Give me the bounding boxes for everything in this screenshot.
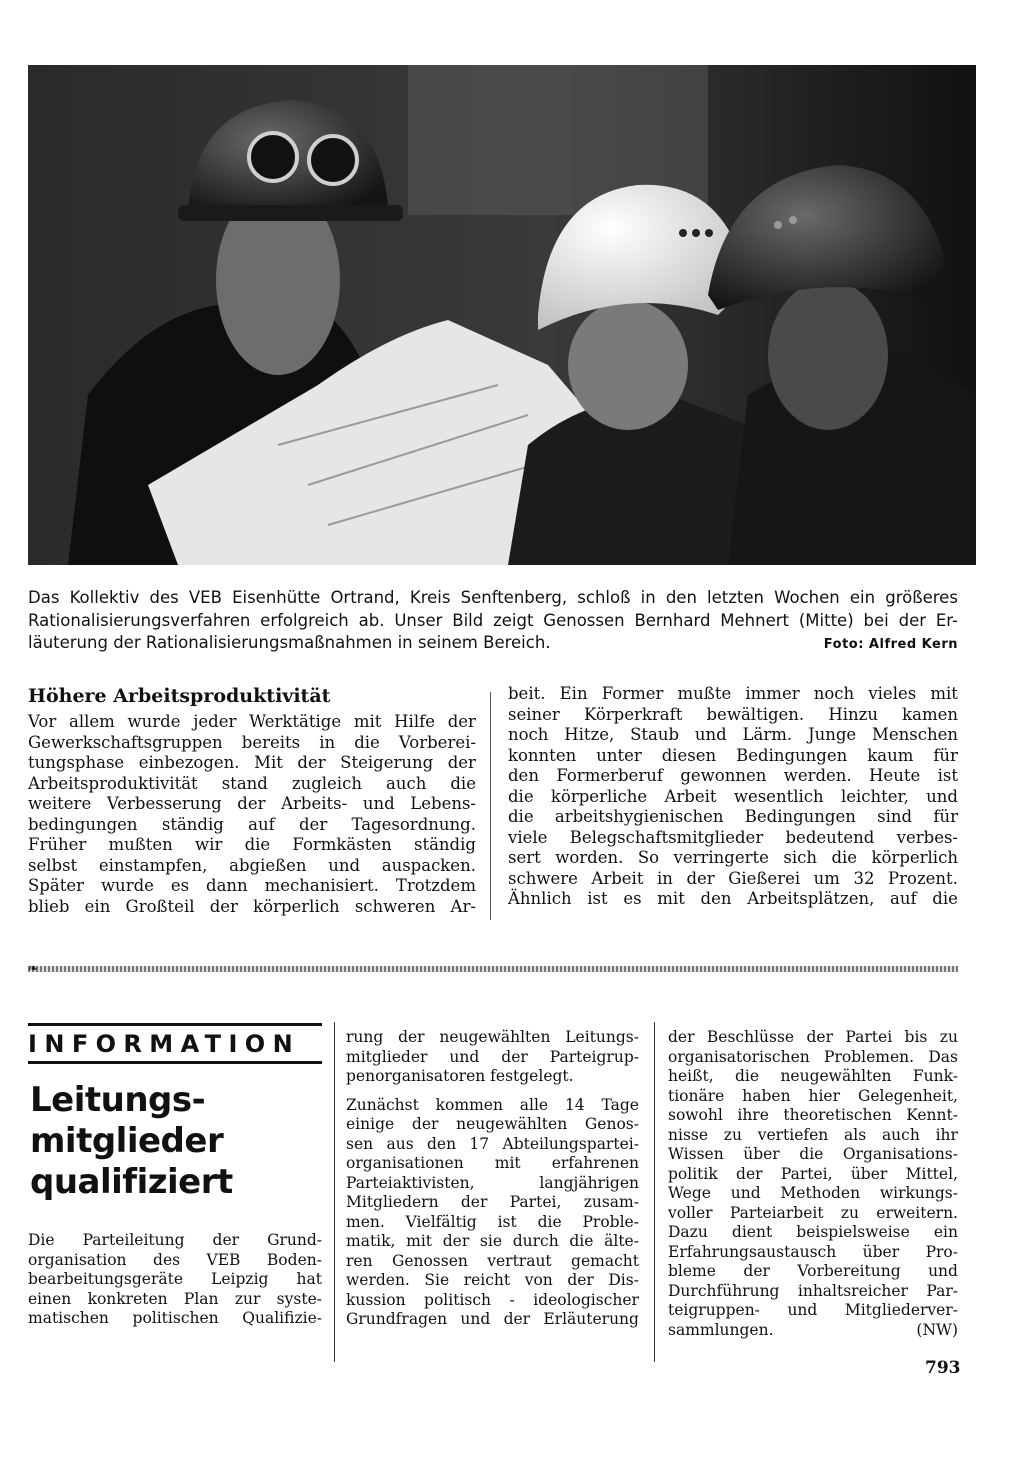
caption-last-row bbox=[28, 632, 958, 657]
text-line: selbst einstampfen, abgießen und auspacken. bbox=[28, 855, 476, 875]
text-line: sert worden. So verringerte sich die körperlich bbox=[508, 848, 958, 867]
caption-line: läuterung der Rationalisierungsmaßnahmen in seinem Bereich. bbox=[28, 633, 551, 652]
text-line: voller Parteiarbeit zu erweitern. bbox=[668, 1203, 958, 1222]
text-line: penorganisatoren festgelegt. bbox=[346, 1067, 574, 1085]
text-line: weitere Verbesserung der Arbeits- und Lebens- bbox=[28, 794, 476, 813]
text-line: Die Parteileitung der Grund- bbox=[28, 1231, 322, 1249]
photo-caption bbox=[28, 587, 958, 657]
text-line: Zunächst kommen alle 14 Tage bbox=[346, 1095, 639, 1114]
text-line: bedingungen ständig auf der Tagesordnung. bbox=[28, 814, 476, 834]
text-line: Wege und Methoden wirkungs- bbox=[668, 1184, 958, 1202]
text-line: Gewerkschaftsgruppen bereits in die Vorberei- bbox=[28, 732, 476, 752]
info-headline bbox=[30, 1080, 322, 1203]
info-column-1 bbox=[28, 1023, 322, 1329]
text-line: werden. Sie reicht von der Dis- bbox=[346, 1271, 639, 1289]
text-line: Parteiaktivisten, langjährigen bbox=[346, 1173, 639, 1192]
info-column-3 bbox=[668, 1028, 958, 1340]
text-line: bleme der Vorbereitung und bbox=[668, 1262, 958, 1280]
article-heading: Höhere Arbeitsproduktivität bbox=[28, 685, 331, 707]
text-line: Grundfragen und der Erläuterung bbox=[346, 1310, 639, 1328]
text-line: viele Belegschaftsmitglieder bedeutend verbes- bbox=[508, 827, 958, 847]
text-line: noch Hitze, Staub und Lärm. Junge Menschen bbox=[508, 725, 958, 744]
photo-credit: Foto: Alfred Kern bbox=[823, 637, 958, 652]
text-line: schwere Arbeit in der Gießerei um 32 Prozent. bbox=[508, 868, 958, 888]
text-line: Erfahrungsaustausch über Pro- bbox=[668, 1242, 958, 1261]
text-line: die körperliche Arbeit wesentlich leichter, und bbox=[508, 786, 958, 806]
text-line: den Formerberuf gewonnen werden. Heute ist bbox=[508, 766, 958, 785]
article-column-1 bbox=[28, 684, 476, 917]
text-line: Dazu dient beispielsweise ein bbox=[668, 1223, 958, 1241]
text-line: beit. Ein Former mußte immer noch vieles mit bbox=[508, 684, 958, 703]
text-line: nisse zu vertiefen als auch ihr bbox=[668, 1125, 958, 1144]
text-line: sen aus den 17 Abteilungspartei- bbox=[346, 1134, 639, 1153]
column-rule bbox=[654, 1022, 655, 1362]
photo-illustration bbox=[28, 65, 976, 565]
text-line: tionäre haben hier Gelegenheit, bbox=[668, 1086, 958, 1105]
text-line: politik der Partei, über Mittel, bbox=[668, 1164, 958, 1183]
text-line: einige der neugewählten Genos- bbox=[346, 1115, 639, 1133]
text-line: sowohl ihre theoretischen Kennt- bbox=[668, 1106, 958, 1124]
text-line: men. Vielfältig ist die Proble- bbox=[346, 1212, 639, 1231]
author-signature: (NW) bbox=[916, 1320, 958, 1339]
text-line: mitglieder und der Parteigrup- bbox=[346, 1047, 639, 1066]
text-line: Früher mußten wir die Formkästen ständig bbox=[28, 835, 476, 854]
text-line: organisationen mit erfahrenen bbox=[346, 1154, 639, 1172]
text-line: heißt, die neugewählten Funk- bbox=[668, 1067, 958, 1085]
caption-line: Das Kollektiv des VEB Eisenhütte Ortrand, Kreis Senftenberg, schloß in den letzten Wochen ein größeres bbox=[28, 588, 958, 607]
text-line: ren Genossen vertraut gemacht bbox=[346, 1251, 639, 1270]
page-number: 793 bbox=[925, 1358, 961, 1378]
text-line: blieb ein Großteil der körperlich schweren Ar- bbox=[28, 896, 476, 916]
article-arbeitsproduktivitaet bbox=[28, 684, 958, 944]
last-text-row bbox=[668, 1321, 958, 1341]
text-line: Ähnlich ist es mit den Arbeitsplätzen, auf die bbox=[508, 889, 958, 908]
text-line: Arbeitsproduktivität stand zugleich auch die bbox=[28, 773, 476, 793]
section-divider bbox=[28, 961, 958, 975]
caption-line: Rationalisierungsverfahren erfolgreich ab. Unser Bild zeigt Genossen Bernhard Mehnert (Mitte) bei der Er- bbox=[28, 610, 958, 630]
workers-photo bbox=[28, 65, 976, 565]
text-line: teigruppen- und Mitgliederver- bbox=[668, 1301, 958, 1319]
text-line: organisation des VEB Boden- bbox=[28, 1250, 322, 1269]
text-line: Vor allem wurde jeder Werktätige mit Hilfe der bbox=[28, 712, 476, 731]
text-line: Durchführung inhaltsreicher Par- bbox=[668, 1281, 958, 1300]
text-line: organisatorischen Problemen. Das bbox=[668, 1047, 958, 1066]
text-line: Später wurde es dann mechanisiert. Trotzdem bbox=[28, 876, 476, 895]
headline-line: Leitungs- bbox=[30, 1080, 206, 1120]
divider-ornament-icon: ❧ bbox=[28, 961, 39, 975]
text-line: konnten unter diesen Bedingungen kaum für bbox=[508, 745, 958, 765]
text-line: sammlungen. bbox=[668, 1320, 774, 1339]
text-line: seiner Körperkraft bewältigen. Hinzu kamen bbox=[508, 704, 958, 724]
text-line: die arbeitshygienischen Bedingungen sind für bbox=[508, 807, 958, 826]
column-rule bbox=[490, 692, 491, 920]
article-column-2 bbox=[508, 684, 958, 910]
text-line: Mitgliedern der Partei, zusam- bbox=[346, 1193, 639, 1211]
text-line: matischen politischen Qualifizie- bbox=[28, 1309, 322, 1327]
text-line: der Beschlüsse der Partei bis zu bbox=[668, 1028, 958, 1046]
headline-line: mitglieder bbox=[30, 1121, 224, 1161]
text-line: kussion politisch - ideologischer bbox=[346, 1290, 639, 1309]
text-line: einen konkreten Plan zur syste- bbox=[28, 1289, 322, 1308]
column-rule bbox=[334, 1022, 335, 1362]
headline-line: qualifiziert bbox=[30, 1162, 233, 1202]
text-line: matik, mit der sie durch die älte- bbox=[346, 1232, 639, 1250]
info-column-2 bbox=[346, 1028, 639, 1330]
section-label: INFORMATION bbox=[28, 1023, 322, 1064]
text-line: bearbeitungsgeräte Leipzig hat bbox=[28, 1270, 322, 1288]
text-line: rung der neugewählten Leitungs- bbox=[346, 1028, 639, 1046]
text-line: tungsphase einbezogen. Mit der Steigerung der bbox=[28, 753, 476, 772]
text-line: Wissen über die Organisations- bbox=[668, 1145, 958, 1163]
